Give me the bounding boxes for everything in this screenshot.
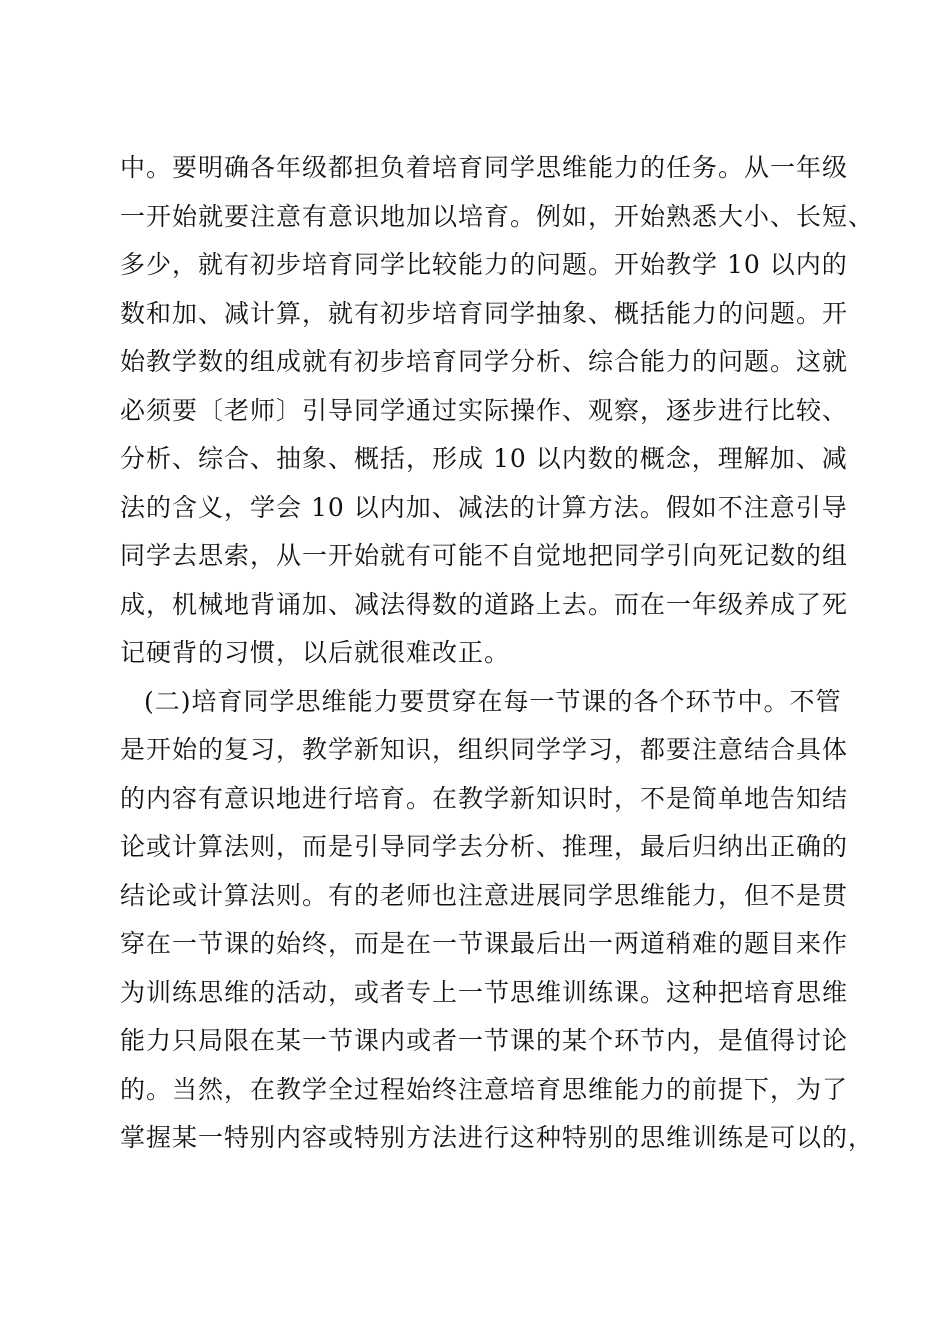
text-line: 的内容有意识地进行培育。在教学新知识时，不是简单地告知结 (120, 783, 849, 813)
text-line: 的。当然，在教学全过程始终注意培育思维能力的前提下，为了 (120, 1074, 849, 1104)
paragraph-start-line: (二)培育同学思维能力要贯穿在每一节课的各个环节中。不管 (144, 686, 842, 716)
text-line: 论或计算法则，而是引导同学去分析、推理，最后归纳出正确的 (120, 832, 849, 861)
text-line: 数和加、减计算，就有初步培育同学抽象、概括能力的问题。开 (120, 298, 849, 328)
text-line: 能力只局限在某一节课内或者一节课的某个环节内，是值得讨论 (120, 1026, 849, 1055)
text-line: 记硬背的习惯，以后就很难改正。 (120, 638, 511, 667)
text-line: 中。要明确各年级都担负着培育同学思维能力的任务。从一年级 (120, 153, 849, 182)
text-line: 法的含义，学会 10 以内加、减法的计算方法。假如不注意引导 (120, 492, 848, 522)
text-line: 多少，就有初步培育同学比较能力的问题。开始教学 10 以内的 (120, 250, 848, 279)
text-line: 分析、综合、抽象、概括，形成 10 以内数的概念，理解加、减 (120, 444, 848, 473)
text-line: 同学去思索，从一开始就有可能不自觉地把同学引向死记数的组 (120, 541, 849, 570)
text-line: 掌握某一特别内容或特别方法进行这种特别的思维训练是可以的， (120, 1123, 875, 1152)
text-line: 结论或计算法则。有的老师也注意进展同学思维能力，但不是贯 (120, 880, 849, 910)
text-line: 穿在一节课的始终，而是在一节课最后出一两道稍难的题目来作 (120, 929, 849, 958)
text-line: 为训练思维的活动，或者专上一节思维训练课。这种把培育思维 (120, 977, 849, 1007)
text-line: 始教学数的组成就有初步培育同学分析、综合能力的问题。这就 (120, 347, 849, 376)
text-line: 一开始就要注意有意识地加以培育。例如，开始熟悉大小、长短、 (120, 201, 875, 231)
text-line: 成，机械地背诵加、减法得数的道路上去。而在一年级养成了死 (120, 589, 849, 619)
text-line: 必须要〔老师〕引导同学通过实际操作、观察，逐步进行比较、 (120, 395, 849, 425)
text-line: 是开始的复习，教学新知识，组织同学学习，都要注意结合具体 (120, 735, 849, 764)
body-text (120, 144, 875, 1163)
